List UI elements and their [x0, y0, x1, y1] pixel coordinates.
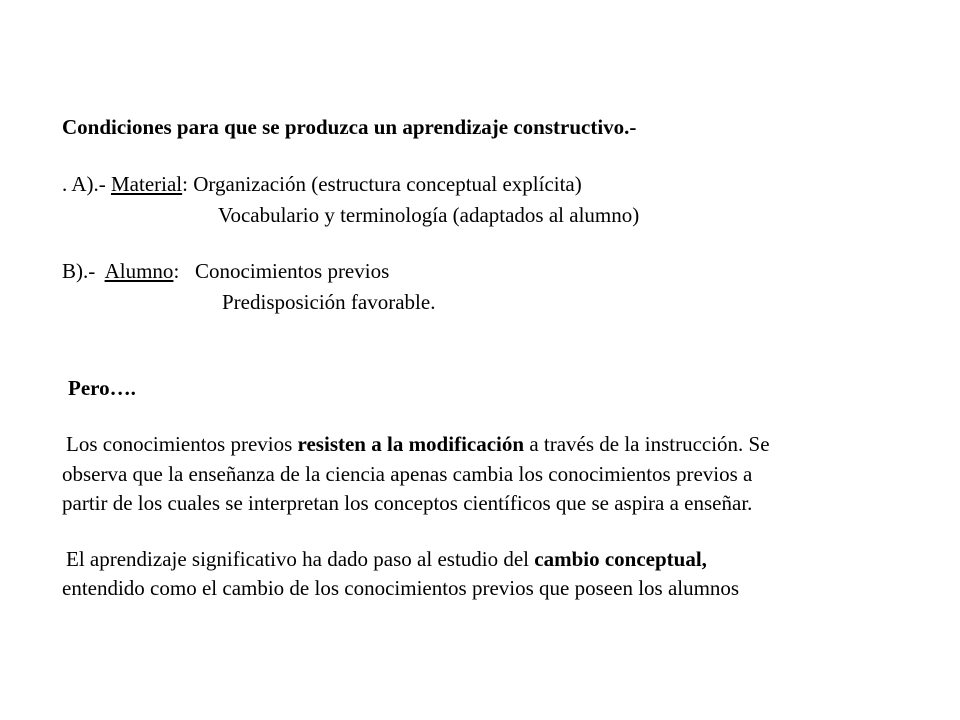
section-b-item-2: Predisposición favorable. — [222, 290, 436, 314]
paragraph-1-emphasis: resisten a la modificación — [297, 432, 525, 456]
section-a-header — [62, 174, 582, 195]
section-a-prefix: . A).- — [62, 172, 111, 196]
pero-heading: Pero…. — [68, 376, 136, 400]
section-a-item-2: Vocabulario y terminología (adaptados al alumno) — [218, 203, 640, 227]
paragraph-1-line-2: observa que la enseñanza de la ciencia apenas cambia los conocimientos previos a — [62, 462, 753, 486]
section-b-header — [62, 261, 389, 282]
section-b-separator: : — [173, 259, 196, 283]
paragraph-1-line-3: partir de los cuales se interpretan los conceptos científicos que se aspira a enseñar. — [62, 491, 753, 515]
paragraph-2-text-pre: El aprendizaje significativo ha dado paso al estudio del — [66, 547, 535, 571]
section-b-term: Alumno — [104, 259, 174, 283]
paragraph-2-line-2: entendido como el cambio de los conocimientos previos que poseen los alumnos — [62, 576, 740, 600]
paragraph-1-line-1 — [66, 434, 770, 455]
section-a-separator: : — [182, 172, 194, 196]
section-a-item-1: Organización (estructura conceptual explícita) — [193, 172, 582, 196]
page-title: Condiciones para que se produzca un aprendizaje constructivo.- — [62, 115, 637, 139]
section-b-prefix: B).- — [62, 259, 105, 283]
paragraph-2-emphasis: cambio conceptual, — [534, 547, 707, 571]
section-a-term: Material — [111, 172, 183, 196]
paragraph-2-line-1 — [66, 549, 707, 570]
section-b-item-1: Conocimientos previos — [195, 259, 390, 283]
paragraph-1-text-pre: Los conocimientos previos — [66, 432, 298, 456]
paragraph-1-text-post: a través de la instrucción. Se — [524, 432, 770, 456]
